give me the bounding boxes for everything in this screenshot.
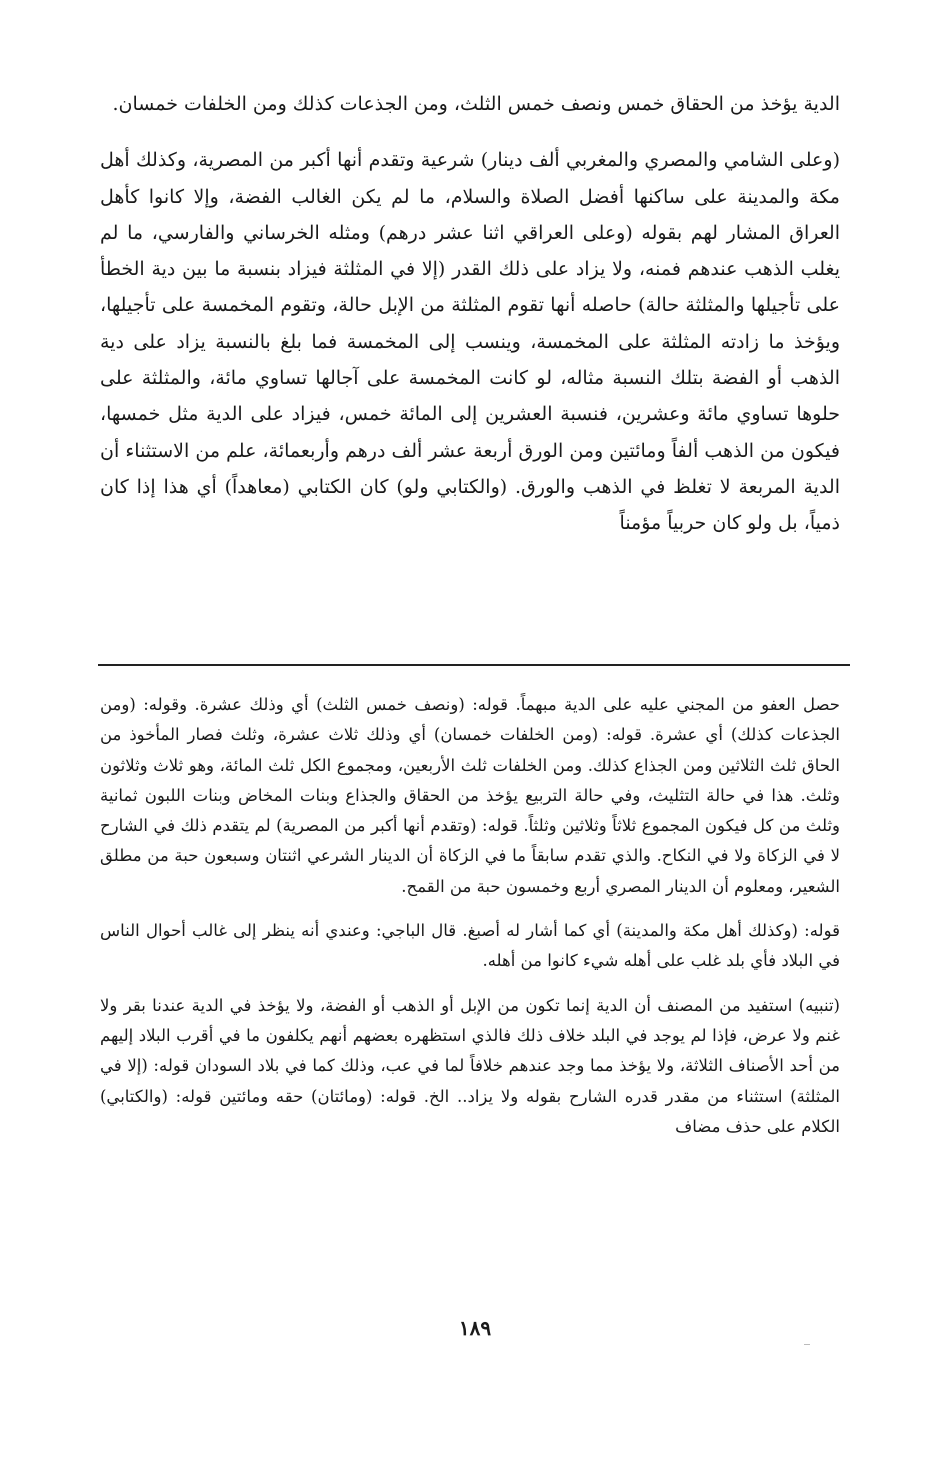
- main-paragraph: الدية يؤخذ من الحقاق خمس ونصف خمس الثلث، ومن الجذعات كذلك ومن الخلفات خمسان.: [112, 93, 840, 115]
- footnotes-block: [100, 690, 840, 1142]
- footnote-paragraph: حصل العفو من المجني عليه على الدية مبهماً. قوله: (ونصف خمس الثلث) أي وذلك عشرة. وقوله: (ومن الجذعات كذلك) أي عشرة. قوله: (ومن الخلفات خمسان) أي وذلك ثلاث عشرة، وثلث فصار المأخوذ من الحاق ثلث الثلاثين ومن الجذاع كذلك. ومن الخلفات ثلث الأربعين، ومجموع الكل ثلث المائة، وهو ثلاث وثلاثون وثلث. هذا في حالة التثليث، وفي حالة التربيع يؤخذ من الحقاق والجذاع وبنات المخاض وبنات اللبون ثمانية وثلث من كل فيكون المجموع ثلاثاً وثلاثين وثلثاً. قوله: (وتقدم أنها أكبر من المصرية) لم يتقدم ذلك في الشارح لا في الزكاة ولا في النكاح. والذي تقدم سابقاً ما في الزكاة أن الدينار الشرعي اثنتان وسبعون حبة من مطلق الشعير، ومعلوم أن الدينار المصري أربع وخمسون حبة من القمح.: [100, 695, 840, 896]
- footnote-divider: [98, 664, 850, 666]
- main-text-block: [100, 86, 840, 542]
- footnote-paragraph: قوله: (وكذلك أهل مكة والمدينة) أي كما أشار له أصبغ. قال الباجي: وعندي أنه ينظر إلى غالب أحوال الناس في البلاد فأي بلد غلب على أهله شيء كانوا من أهله.: [100, 921, 840, 971]
- page-number: ١٨٩: [458, 1316, 492, 1340]
- main-paragraph: (وعلى الشامي والمصري والمغربي ألف دينار) شرعية وتقدم أنها أكبر من المصرية، وكذلك أهل مكة والمدينة على ساكنها أفضل الصلاة والسلام، ما لم يكن الغالب الفضة، وإلا كانوا كأهل العراق المشار لهم بقوله (وعلى العراقي اثنا عشر درهم) ومثله الخرساني والفارسي، ما لم يغلب الذهب عندهم فمنه، ولا يزاد على ذلك القدر (إلا في المثلثة فيزاد بنسبة ما بين دية الخطأ على تأجيلها والمثلثة حالة) حاصله أنها تقوم المثلثة من الإبل حالة، وتقوم المخمسة على تأجيلها، ويؤخذ ما زادته المثلثة على المخمسة، وينسب إلى المخمسة فما بلغ بالنسبة يزاد على دية الذهب أو الفضة بتلك النسبة مثاله، لو كانت المخمسة على آجالها تساوي مائة، والمثلثة على حلوها تساوي مائة وعشرين، فنسبة العشرين إلى المائة خمس، فيزاد على الدية مثل خمسها، فيكون من الذهب ألفاً ومائتين ومن الورق أربعة عشر ألف درهم وأربعمائة، علم من الاستثناء أن الدية المربعة لا تغلظ في الذهب والورق. (والكتابي ولو) كان الكتابي (معاهداً) أي هذا إذا كان ذمياً، بل ولو كان حربياً مؤمناً: [100, 149, 840, 535]
- scan-mark: [804, 1344, 810, 1345]
- footnote-paragraph: (تنبيه) استفيد من المصنف أن الدية إنما تكون من الإبل أو الذهب أو الفضة، ولا يؤخذ في الدية عندنا بقر ولا غنم ولا عرض، فإذا لم يوجد في البلد خلاف ذلك فالذي استظهره بعضهم أنهم يكلفون ما في أقرب البلاد إليهم من أحد الأصناف الثلاثة، ولا يؤخذ مما وجد عندهم خلافاً لما في عب، وذلك كما في بلاد السودان قوله: (إلا في المثلثة) استثناء من مقدر قدره الشارح بقوله ولا يزاد.. الخ. قوله: (ومائتان) حقه ومائتين قوله: (والكتابي) الكلام على حذف مضاف: [100, 995, 840, 1136]
